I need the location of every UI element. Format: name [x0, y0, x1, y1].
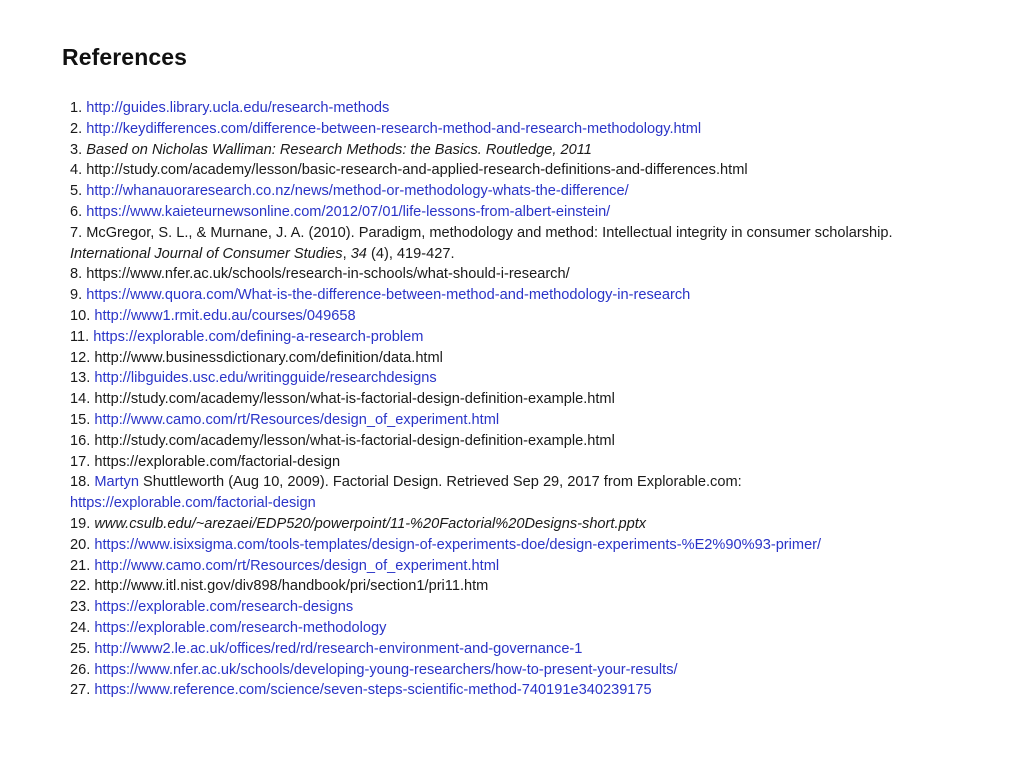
reference-number: 22. [70, 578, 91, 595]
reference-number: 24. [70, 619, 91, 636]
reference-number: 4. [70, 162, 83, 179]
reference-number: 8. [70, 266, 83, 283]
reference-item-8 [70, 264, 970, 285]
reference-number: 16. [70, 432, 91, 449]
reference-link[interactable]: http://www.camo.com/rt/Resources/design_of_experiment.html [94, 557, 500, 574]
reference-link[interactable]: https://www.quora.com/What-is-the-difference-between-method-and-methodology-in-research [86, 287, 691, 304]
reference-item-2 [70, 119, 970, 140]
reference-number: 23. [70, 599, 91, 616]
reference-text: Based on Nicholas Walliman: Research Methods: the Basics. Routledge, 2011 [86, 141, 592, 158]
reference-item-3 [70, 140, 970, 161]
reference-text: https://www.nfer.ac.uk/schools/research-in-schools/what-should-i-research/ [86, 266, 570, 283]
reference-item-9 [70, 285, 970, 306]
reference-link[interactable]: https://www.nfer.ac.uk/schools/developing-young-researchers/how-to-present-your-results/ [94, 661, 678, 678]
reference-number: 26. [70, 661, 91, 678]
reference-text: http://study.com/academy/lesson/basic-research-and-applied-research-definitions-and-differences.html [82, 162, 748, 179]
reference-item-26 [70, 660, 970, 681]
reference-item-5 [70, 181, 970, 202]
reference-number: 14. [70, 391, 91, 408]
reference-number: 17. [70, 453, 91, 470]
reference-link[interactable]: http://www2.le.ac.uk/offices/red/rd/research-environment-and-governance-1 [94, 640, 583, 657]
reference-number: 2. [70, 120, 83, 137]
reference-link[interactable]: https://www.isixsigma.com/tools-templates/design-of-experiments-doe/design-experiments-%E2%90%93-primer/ [94, 536, 822, 553]
reference-text: http://study.com/academy/lesson/what-is-factorial-design-definition-example.html [94, 391, 615, 408]
reference-link[interactable]: http://whanauoraresearch.co.nz/news/method-or-methodology-whats-the-difference/ [86, 183, 629, 200]
reference-item-18 [70, 472, 970, 514]
reference-link[interactable]: https://explorable.com/research-methodology [94, 619, 387, 636]
reference-number: 15. [70, 411, 91, 428]
reference-item-25 [70, 639, 970, 660]
reference-item-20 [70, 535, 970, 556]
reference-item-27 [70, 680, 970, 701]
reference-number: 7. [70, 224, 83, 241]
reference-item-13 [70, 368, 970, 389]
reference-text: McGregor, S. L., & Murnane, J. A. (2010). Paradigm, methodology and method: Intellectual integrity in consumer scholarship. [86, 224, 893, 241]
reference-text: http://www.itl.nist.gov/div898/handbook/pri/section1/pri11.htm [94, 578, 489, 595]
reference-item-19 [70, 514, 970, 535]
reference-item-10 [70, 306, 970, 327]
reference-number: 20. [70, 536, 91, 553]
reference-item-17 [70, 452, 970, 473]
reference-number: 21. [70, 557, 91, 574]
reference-text: http://www.businessdictionary.com/definition/data.html [94, 349, 443, 366]
reference-item-1 [70, 98, 970, 119]
reference-number: 1. [70, 100, 83, 116]
reference-text: http://study.com/academy/lesson/what-is-factorial-design-definition-example.html [94, 432, 615, 449]
reference-link[interactable]: https://explorable.com/factorial-design [70, 495, 316, 512]
reference-number: 19. [70, 515, 91, 532]
reference-item-14 [70, 389, 970, 410]
reference-text: www.csulb.edu/~arezaei/EDP520/powerpoint/11-%20Factorial%20Designs-short.pptx [94, 515, 647, 532]
reference-journal: International Journal of Consumer Studies [70, 245, 343, 262]
reference-separator: , [342, 245, 351, 262]
reference-link[interactable]: https://www.kaieteurnewsonline.com/2012/07/01/life-lessons-from-albert-einstein/ [86, 203, 611, 220]
reference-link[interactable]: https://explorable.com/research-designs [94, 599, 354, 616]
reference-item-21 [70, 556, 970, 577]
reference-text: Shuttleworth (Aug 10, 2009). Factorial Design. Retrieved Sep 29, 2017 from Explorable.com: [138, 474, 742, 491]
reference-item-4 [70, 160, 970, 181]
reference-number: 18. [70, 474, 91, 491]
reference-link[interactable]: http://guides.library.ucla.edu/research-methods [86, 100, 390, 116]
reference-item-16 [70, 431, 970, 452]
reference-link[interactable]: https://explorable.com/defining-a-research-problem [93, 328, 424, 345]
reference-volume: 34 [350, 245, 367, 262]
reference-link[interactable]: http://www1.rmit.edu.au/courses/049658 [94, 307, 356, 324]
reference-item-6 [70, 202, 970, 223]
reference-list [70, 98, 970, 701]
reference-link[interactable]: http://libguides.usc.edu/writingguide/researchdesigns [94, 370, 437, 387]
reference-pages: (4), 419-427. [366, 245, 455, 262]
reference-text: https://explorable.com/factorial-design [94, 453, 341, 470]
reference-link[interactable]: http://www.camo.com/rt/Resources/design_of_experiment.html [94, 411, 500, 428]
reference-number: 11. [70, 328, 90, 345]
reference-number: 27. [70, 682, 91, 699]
reference-number: 6. [70, 203, 83, 220]
reference-link[interactable]: https://www.reference.com/science/seven-steps-scientific-method-740191e340239175 [94, 682, 652, 699]
reference-number: 5. [70, 183, 83, 200]
reference-author-link[interactable]: Martyn [94, 474, 139, 491]
reference-number: 25. [70, 640, 91, 657]
reference-item-7 [70, 223, 970, 265]
page-title: References [62, 44, 188, 70]
reference-item-24 [70, 618, 970, 639]
reference-link[interactable]: http://keydifferences.com/difference-between-research-method-and-research-methodology.html [86, 120, 702, 137]
reference-number: 9. [70, 287, 83, 304]
reference-number: 10. [70, 307, 91, 324]
reference-item-15 [70, 410, 970, 431]
reference-number: 3. [70, 141, 83, 158]
reference-number: 13. [70, 370, 91, 387]
reference-number: 12. [70, 349, 91, 366]
reference-item-12 [70, 348, 970, 369]
reference-item-23 [70, 597, 970, 618]
reference-item-11 [70, 327, 970, 348]
reference-item-22 [70, 576, 970, 597]
